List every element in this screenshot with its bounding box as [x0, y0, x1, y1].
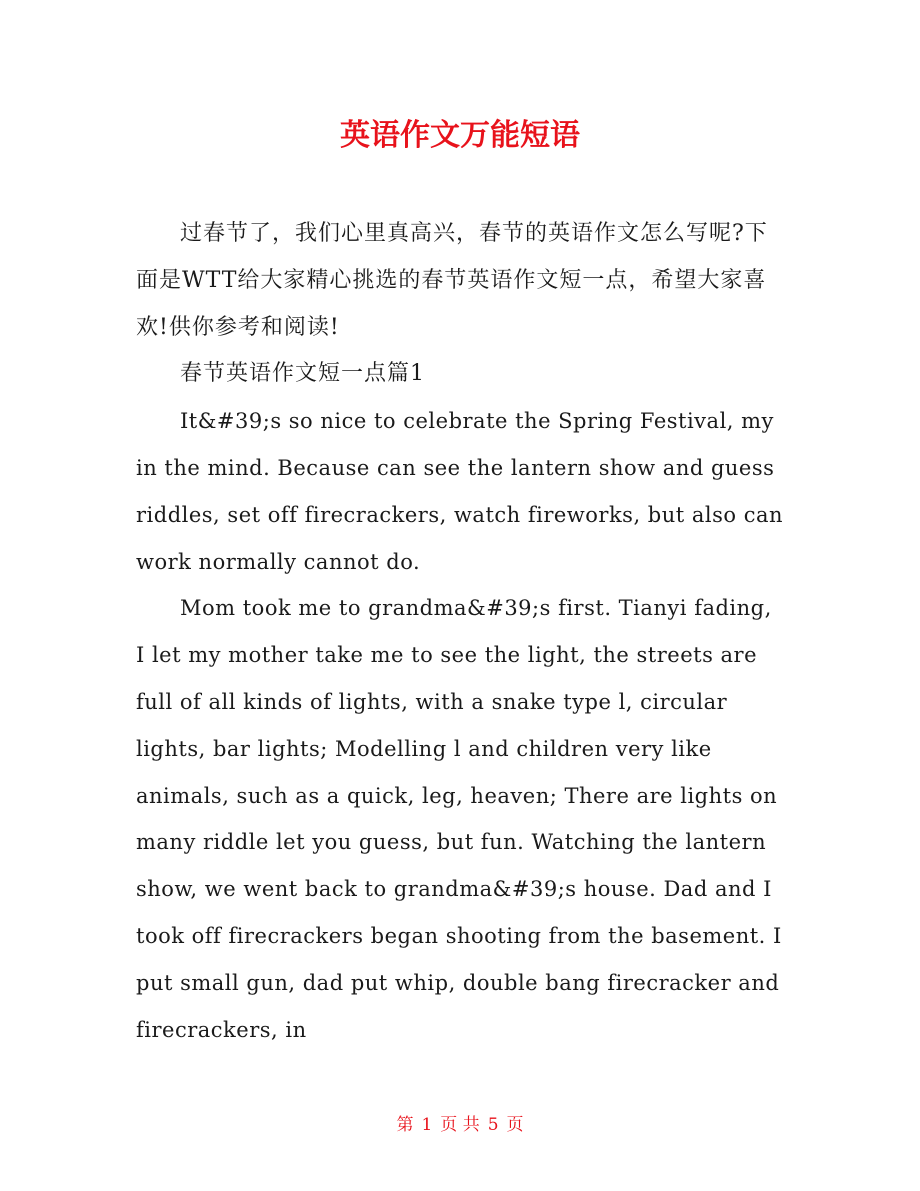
footer-prefix: 第 [396, 1115, 414, 1135]
section-heading: 春节英语作文短一点篇1 [180, 361, 425, 387]
footer-page-number: 1 [421, 1115, 433, 1135]
footer-suffix: 页 [506, 1115, 524, 1135]
page-footer [0, 1113, 920, 1137]
body-paragraph-1: It&#39;s so nice to celebrate the Spring Festival, my in the mind. Because can see the lantern show and guess riddles, set off firecrackers, watch fireworks, but also can work normally cannot do. [136, 409, 784, 574]
intro-paragraph: 过春节了，我们心里真高兴，春节的英语作文怎么写呢?下面是WTT给大家精心挑选的春节英语作文短一点，希望大家喜欢!供你参考和阅读! [136, 221, 768, 340]
document-body [136, 211, 786, 1053]
footer-total-pages: 5 [487, 1115, 499, 1135]
footer-mid: 页 共 [440, 1115, 480, 1135]
document-title: 英语作文万能短语 [340, 118, 580, 153]
body-paragraph-2: Mom took me to grandma&#39;s first. Tianyi fading, I let my mother take me to see the light, the streets are full of all kinds of lights, with a snake type l, circular lights, bar lights; Modelling l and children very like animals, such as a quick, leg, heaven; There are lights on many riddle let you guess, but fun. Watching the lantern show, we went back to grandma&#39;s house. Dad and I took off firecrackers began shooting from the basement. I put small gun, dad put whip, double bang firecracker and firecrackers, in [136, 596, 782, 1042]
